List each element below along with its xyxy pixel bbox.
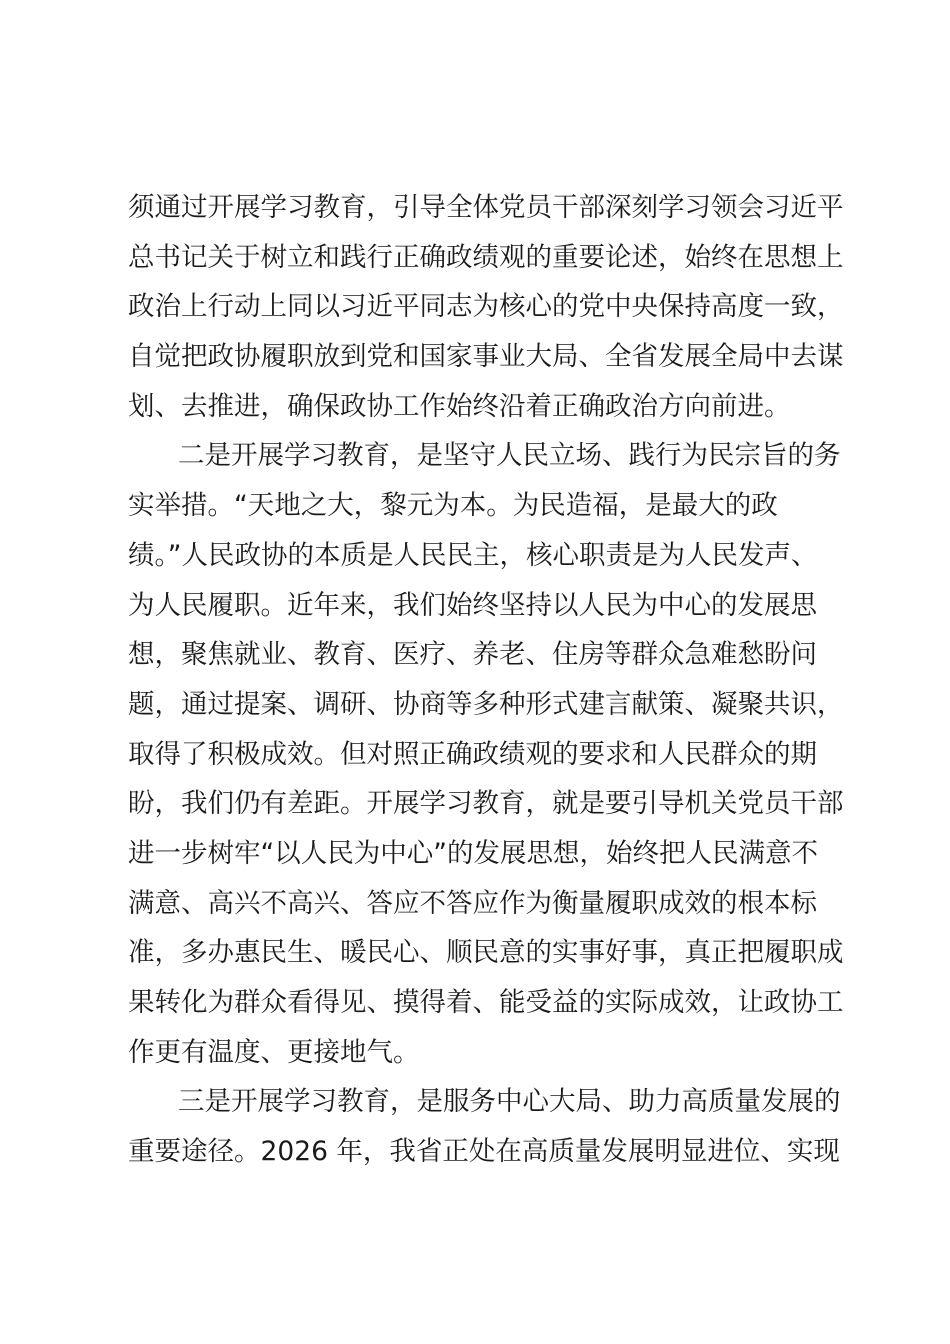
- paragraph-start-line: 三是开展学习教育，是服务中心大局、助力高质量发展的: [178, 1086, 841, 1118]
- text-line: 盼，我们仍有差距。开展学习教育，就是要引导机关党员干部: [128, 788, 844, 820]
- text-line: 绩。”人民政协的本质是人民民主，核心职责是为人民发声、: [128, 539, 818, 571]
- text-line: 须通过开展学习教育，引导全体党员干部深刻学习领会习近平: [128, 192, 844, 223]
- text-line: 题，通过提案、调研、协商等多种形式建言献策、凝聚共识，: [128, 688, 844, 720]
- text-line: 取得了积极成效。但对照正确政绩观的要求和人民群众的期: [128, 738, 817, 770]
- text-line: 自觉把政协履职放到党和国家事业大局、全省发展全局中去谋: [128, 341, 844, 373]
- document-page: [128, 183, 844, 1177]
- text-line: 作更有温度、更接地气。: [128, 1036, 420, 1068]
- text-line: 果转化为群众看得见、摸得着、能受益的实际成效，让政协工: [128, 987, 844, 1018]
- text-line: 实举措。“天地之大，黎元为本。为民造福，是最大的政: [128, 490, 778, 522]
- paragraph-start-line: 二是开展学习教育，是坚守人民立场、践行为民宗旨的务: [178, 440, 841, 472]
- text-line: 想，聚焦就业、教育、医疗、养老、住房等群众急难愁盼问: [128, 639, 817, 671]
- text-line: 总书记关于树立和践行正确政绩观的重要论述，始终在思想上: [128, 241, 844, 273]
- text-line: 满意、高兴不高兴、答应不答应作为衡量履职成效的根本标: [128, 887, 817, 919]
- text-line: 为人民履职。近年来，我们始终坚持以人民为中心的发展思: [128, 589, 817, 621]
- text-line: 重要途径。2026 年，我省正处在高质量发展明显进位、实现: [128, 1136, 840, 1168]
- text-line: 进一步树牢“以人民为中心”的发展思想，始终把人民满意不: [128, 837, 818, 869]
- text-line: 划、去推进，确保政协工作始终沿着正确政治方向前进。: [128, 390, 791, 422]
- text-line: 准，多办惠民生、暖民心、顺民意的实事好事，真正把履职成: [128, 937, 844, 969]
- text-line: 政治上行动上同以习近平同志为核心的党中央保持高度一致，: [128, 291, 844, 323]
